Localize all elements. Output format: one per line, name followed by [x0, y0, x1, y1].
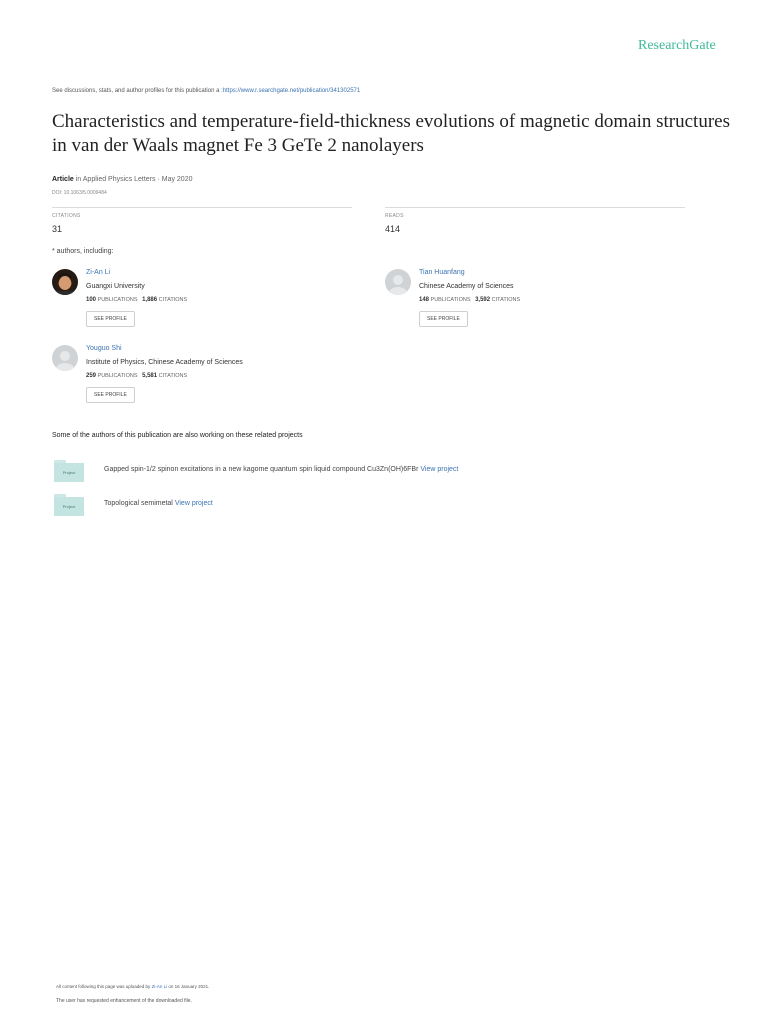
- folder-label: Project: [54, 463, 84, 482]
- folder-icon: [54, 460, 84, 482]
- author-stats: [86, 373, 187, 379]
- uploader-link[interactable]: Zi-An Li: [151, 984, 168, 989]
- user-photo-icon: [52, 269, 78, 295]
- author-stats: [86, 297, 187, 303]
- upload-text: All content following this page was uploaded by: [56, 984, 151, 989]
- upload-info: [56, 984, 209, 989]
- citations-label: CITATIONS: [52, 213, 81, 219]
- researchgate-logo[interactable]: ResearchGate: [638, 38, 716, 53]
- meta-in: in: [75, 176, 82, 183]
- project-title: Topological semimetal: [104, 500, 173, 507]
- upload-date: on 16 January 2021.: [168, 984, 210, 989]
- folder-label: Project: [54, 497, 84, 516]
- authors-note: * authors, including:: [52, 248, 114, 255]
- author-institution: Institute of Physics, Chinese Academy of Sciences: [86, 359, 243, 366]
- related-projects-heading: Some of the authors of this publication are also working on these related projects: [52, 432, 303, 439]
- avatar[interactable]: [52, 269, 78, 295]
- divider-left: [52, 207, 352, 208]
- author-institution: Guangxi University: [86, 283, 145, 290]
- publication-title: Characteristics and temperature-field-thickness evolutions of magnetic domain structures in van der Waals magnet Fe 3 GeTe 2 nanolayers: [52, 111, 730, 156]
- citations-label: CITATIONS: [491, 297, 521, 303]
- publications-label: PUBLICATIONS: [97, 373, 138, 379]
- reads-label: READS: [385, 213, 404, 219]
- publications-count: 259: [86, 373, 97, 379]
- journal-info: Applied Physics Letters · May 2020: [82, 176, 193, 183]
- article-type: Article: [52, 176, 74, 183]
- citations-label: CITATIONS: [158, 373, 188, 379]
- author-institution: Chinese Academy of Sciences: [419, 283, 514, 290]
- view-project-link[interactable]: View project: [420, 466, 459, 473]
- author-stats: [419, 297, 520, 303]
- publications-count: 148: [419, 297, 430, 303]
- divider-right: [385, 207, 685, 208]
- see-profile-button[interactable]: SEE PROFILE: [86, 311, 135, 327]
- user-placeholder-icon: [52, 345, 78, 371]
- publications-label: PUBLICATIONS: [430, 297, 471, 303]
- citations-label: CITATIONS: [158, 297, 188, 303]
- author-name[interactable]: Tian Huanfang: [419, 269, 465, 276]
- author-name[interactable]: Zi-An Li: [86, 269, 111, 276]
- folder-icon: [54, 494, 84, 516]
- see-profile-button[interactable]: SEE PROFILE: [86, 387, 135, 403]
- citations-value: 31: [52, 224, 63, 234]
- avatar[interactable]: [52, 345, 78, 371]
- project-text: [104, 466, 458, 473]
- publication-meta: [52, 176, 193, 183]
- doi: DOI: 10.1063/5.0009484: [52, 190, 107, 196]
- project-text: [104, 500, 213, 507]
- author-name[interactable]: Youguo Shi: [86, 345, 122, 352]
- request-note: The user has requested enhancement of the downloaded file.: [56, 998, 192, 1004]
- discussion-text: See discussions, stats, and author profiles for this publication a: [52, 88, 220, 94]
- reads-value: 414: [385, 224, 401, 234]
- citations-count: 5,581: [142, 373, 158, 379]
- publication-link[interactable]: :https://www.r.searchgate.net/publication/341302571: [221, 88, 361, 94]
- publications-count: 100: [86, 297, 97, 303]
- view-project-link[interactable]: View project: [174, 500, 213, 507]
- citations-count: 3,592: [475, 297, 491, 303]
- avatar[interactable]: [385, 269, 411, 295]
- publications-label: PUBLICATIONS: [97, 297, 138, 303]
- project-title: Gapped spin-1/2 spinon excitations in a new kagome quantum spin liquid compound Cu3Zn(OH)6FBr: [104, 466, 419, 473]
- citations-count: 1,886: [142, 297, 158, 303]
- user-placeholder-icon: [385, 269, 411, 295]
- see-profile-button[interactable]: SEE PROFILE: [419, 311, 468, 327]
- discussion-line: [52, 88, 360, 94]
